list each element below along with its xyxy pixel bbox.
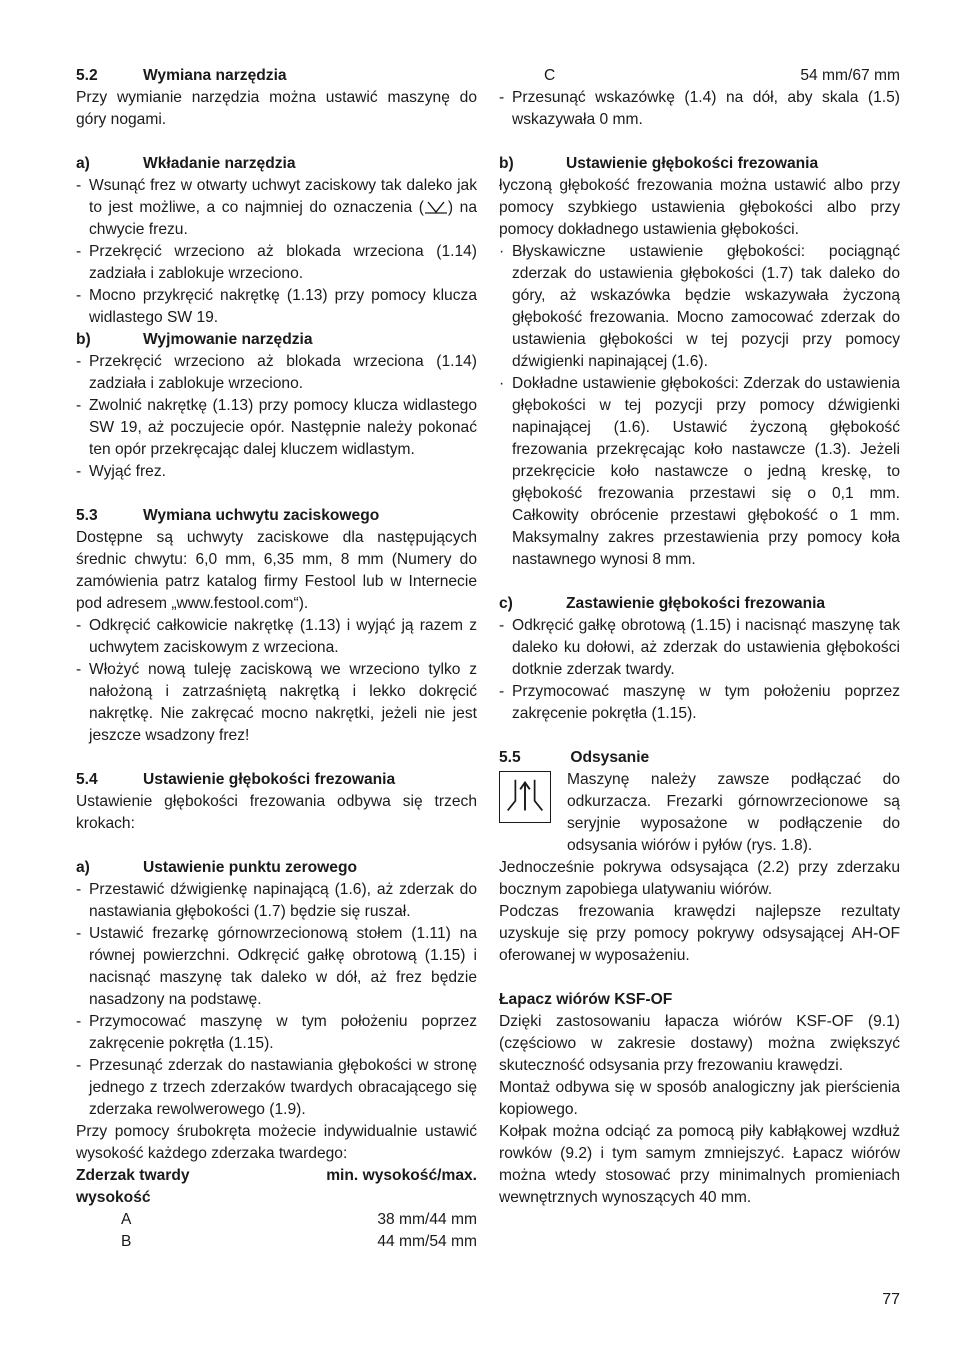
dash-marker: - [76, 925, 82, 942]
table-header [76, 1165, 477, 1187]
paragraph: Ustawienie głębokości frezowania odbywa się trzech krokach: [76, 793, 477, 832]
subsection-letter: b) [76, 331, 91, 348]
section-number: 5.5 [499, 749, 521, 766]
dash-marker: - [76, 177, 82, 194]
extraction-note [499, 769, 900, 857]
section-title: Wymiana uchwytu zaciskowego [143, 507, 380, 524]
list-item [76, 351, 477, 395]
list-text: Przymocować maszynę w tym położeniu poprzez zakręcenie pokrętła (1.15). [512, 683, 900, 722]
left-column [76, 65, 477, 1253]
list-text: Ustawić frezarkę górnowrzecionową stołem (1.11) na równej powierzchni. Odkręcić gałkę obrotową (1.15) i nacisnąć maszynę tak daleko w dół, aż frez będzie nasadzony na podstawę. [89, 925, 477, 1008]
paragraph: łyczoną głębokość frezowania można ustawić albo przy pomocy szybkiego ustawienia głębokości albo przy pomocy dokładnego ustawienia głębokości. [499, 177, 900, 238]
subsection-title: Zastawienie głębokości frezowania [566, 595, 826, 612]
table-cell-stop: C [544, 67, 556, 84]
table-row [76, 1231, 477, 1253]
list-item [76, 879, 477, 923]
list-text: Mocno przykręcić nakrętkę (1.13) przy pomocy klucza widlastego SW 19. [89, 287, 477, 326]
list-item [76, 175, 477, 241]
paragraph: Przy pomocy śrubokręta możecie indywidualnie ustawić wysokość każdego zderzaka twardego: [76, 1123, 477, 1162]
table-header-col2: min. wysokość/max. [326, 1167, 477, 1184]
paragraph: Montaż odbywa się w sposób analogiczny jak pierścienia kopiowego. [499, 1079, 900, 1118]
list-item [499, 241, 900, 373]
subsection-letter: a) [76, 859, 90, 876]
dash-marker: - [76, 243, 82, 260]
paragraph: Podczas frezowania krawędzi najlepsze rezultaty uzyskuje się przy pomocy pokrywy odsysającej AH-OF oferowanej w wyposażeniu. [499, 903, 900, 964]
table-cell-height: 54 mm/67 mm [800, 67, 900, 84]
subsection-heading-a2 [76, 857, 477, 879]
list-text: Przestawić dźwigienkę napinającą (1.6), aż zderzak do nastawiania głębokości (1.7) będzie się ruszał. [89, 881, 477, 920]
dot-marker: · [499, 375, 505, 392]
list-text: Błyskawiczne ustawienie głębokości: pociągnąć zderzak do ustawienia głębokości (1.7) tak daleko do góry, aż wskazówka będzie wskazywała życzoną głębokość frezowania. Mocno zamocować zderzak do ustawienia głębokości w tej pozycji przy pomocy dźwigienki napinającej (1.6). [512, 243, 900, 370]
subsection-title: Ustawienie głębokości frezowania [566, 155, 819, 172]
list-text: Włożyć nową tuleję zaciskową we wrzeciono tylko z nałożoną i zatrzaśniętą nakrętką i lekko dokręcić nakrętkę. Nie zakręcać mocno nakrętki, jeżeli nie jest jeszcze wsadzony frez! [89, 661, 477, 744]
subsection-title: Wyjmowanie narzędzia [143, 331, 313, 348]
section-heading-5-3 [76, 505, 477, 527]
subsection-title: Wkładanie narzędzia [143, 155, 296, 172]
list-item [76, 285, 477, 329]
table-row [499, 65, 900, 87]
dash-marker: - [499, 89, 505, 106]
list-item [499, 615, 900, 681]
list-item [499, 681, 900, 725]
paragraph: Kołpak można odciąć za pomocą piły kabłąkowej wzdłuż rowków (9.2) i tym samym zmniejszyć. Łapacz wiórów można wtedy stosować przy minimalnych promieniach wewnętrznych wynoszących 40 mm. [499, 1123, 900, 1206]
section-number: 5.4 [76, 771, 98, 788]
table-header-wrap: wysokość [76, 1189, 151, 1206]
list-item [76, 659, 477, 747]
section-number: 5.2 [76, 67, 98, 84]
paragraph: Przy wymianie narzędzia można ustawić maszynę do góry nogami. [76, 89, 477, 128]
paragraph: Jednocześnie pokrywa odsysająca (2.2) przy zderzaku bocznym zapobiega ulatywaniu wiórów. [499, 859, 900, 898]
subsection-letter: a) [76, 155, 90, 172]
table-row [76, 1209, 477, 1231]
paragraph: Maszynę należy zawsze podłączać do odkurzacza. Frezarki górnowrzecionowe są seryjnie wyposażone w podłączenie do odsysania wiórów i pyłów (rys. 1.8). [567, 771, 900, 854]
subsection-heading-b2 [499, 153, 900, 175]
subsection-heading-c [499, 593, 900, 615]
list-item [499, 87, 900, 131]
list-text: Przymocować maszynę w tym położeniu poprzez zakręcenie pokrętła (1.15). [89, 1013, 477, 1052]
list-item [76, 395, 477, 461]
list-item [76, 461, 477, 483]
dash-marker: - [76, 1013, 82, 1030]
section-number: 5.3 [76, 507, 98, 524]
subsection-letter: b) [499, 155, 514, 172]
list-text: Przesunąć zderzak do nastawiania głębokości w stronę jednego z trzech zderzaków twardych obracającego się zderzaka rewolwerowego (1.9). [89, 1057, 477, 1118]
table-cell-height: 38 mm/44 mm [377, 1211, 477, 1228]
paragraph: Dostępne są uchwyty zaciskowe dla następujących średnic chwytu: 6,0 mm, 6,35 mm, 8 mm (Numery do zamówienia patrz katalog firmy Festool lub w Internecie pod adresem „www.festool.com“). [76, 529, 477, 612]
list-text: Przesunąć wskazówkę (1.4) na dół, aby skala (1.5) wskazywała 0 mm. [512, 89, 900, 128]
list-text: Wsunąć frez w otwarty uchwyt zaciskowy tak daleko jak to jest możliwe, a co najmniej do oznaczenia ( [89, 177, 477, 216]
right-column [499, 65, 900, 1209]
list-item [76, 1055, 477, 1121]
subsection-heading-a [76, 153, 477, 175]
ksf-heading: Łapacz wiórów KSF-OF [499, 991, 673, 1008]
list-text: Odkręcić gałkę obrotową (1.15) i nacisnąć maszynę tak daleko ku dołowi, aż zderzak do ustawienia głębokości dotknie zderzak twardy. [512, 617, 900, 678]
section-title: Wymiana narzędzia [143, 67, 287, 84]
list-text: Zwolnić nakrętkę (1.13) przy pomocy klucza widlastego SW 19, aż poczujecie opór. Następnie należy pokonać ten opór przekręcając dalej kluczem widlastym. [89, 397, 477, 458]
list-text-end: ) na chwycie frezu. [89, 199, 478, 238]
v-mark-icon [424, 200, 448, 214]
subsection-letter: c) [499, 595, 513, 612]
dash-marker: - [76, 617, 82, 634]
dash-marker: - [499, 683, 505, 700]
page-number: 77 [882, 1291, 900, 1308]
subsection-heading-b [76, 329, 477, 351]
table-cell-height: 44 mm/54 mm [377, 1233, 477, 1250]
dash-marker: - [76, 287, 82, 304]
list-text: Przekręcić wrzeciono aż blokada wrzeciona (1.14) zadziała i zablokuje wrzeciono. [89, 243, 477, 282]
section-title: Odsysanie [566, 749, 650, 766]
list-text: Dokładne ustawienie głębokości: Zderzak do ustawienia głębokości w tej pozycji przy pomocy dźwigienki napinającej (1.6). Ustawić życzoną głębokość frezowania przekręcając koło nastawcze (1.3). Jeżeli przekręcicie koło nastawcze o jedną kreskę, to głębokość frezowania przestawi się o 0,1 mm. Całkowity obrócenie przestawi głębokość o 1 mm. Maksymalny zakres przestawienia przy pomocy koła nastawnego wynosi 8 mm. [512, 375, 900, 568]
list-item [76, 1011, 477, 1055]
table-header-col1: Zderzak twardy [76, 1167, 190, 1184]
section-heading-5-4 [76, 769, 477, 791]
paragraph: Dzięki zastosowaniu łapacza wiórów KSF-OF (9.1) (częściowo w zakresie dostawy) można zwiększyć skuteczność odsysania przy frezowaniu krawędzi. [499, 1013, 900, 1074]
subsection-title: Ustawienie punktu zerowego [143, 859, 358, 876]
dash-marker: - [76, 463, 82, 480]
list-text: Wyjąć frez. [89, 463, 166, 480]
dash-marker: - [76, 881, 82, 898]
dust-extraction-icon [499, 771, 551, 823]
dash-marker: - [76, 1057, 82, 1074]
list-item [76, 923, 477, 1011]
section-heading-5-5 [499, 747, 900, 769]
table-cell-stop: A [121, 1211, 132, 1228]
dot-marker: · [499, 243, 505, 260]
dash-marker: - [76, 353, 82, 370]
dash-marker: - [499, 617, 505, 634]
list-text: Odkręcić całkowicie nakrętkę (1.13) i wyjąć ją razem z uchwytem zaciskowym z wrzeciona. [89, 617, 477, 656]
list-text: Przekręcić wrzeciono aż blokada wrzeciona (1.14) zadziała i zablokuje wrzeciono. [89, 353, 477, 392]
dash-marker: - [76, 397, 82, 414]
section-heading-5-2 [76, 65, 477, 87]
list-item [499, 373, 900, 571]
list-item [76, 615, 477, 659]
section-title: Ustawienie głębokości frezowania [143, 771, 396, 788]
dash-marker: - [76, 661, 82, 678]
table-cell-stop: B [121, 1233, 132, 1250]
list-item [76, 241, 477, 285]
